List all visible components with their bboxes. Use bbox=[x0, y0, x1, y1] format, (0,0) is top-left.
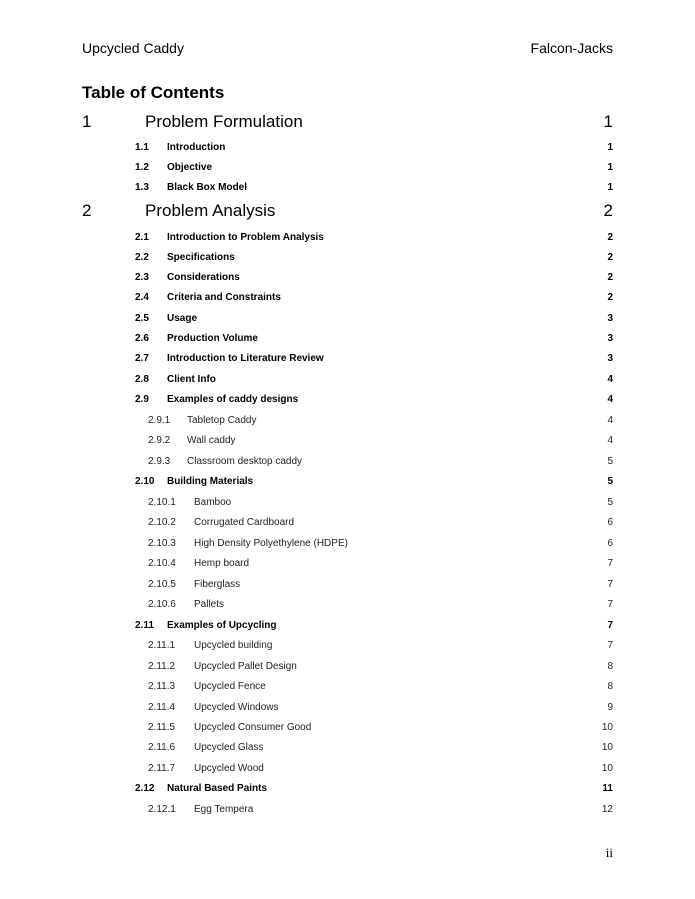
toc-entry-page: 10 bbox=[601, 722, 613, 733]
toc-entry-page: 7 bbox=[607, 579, 613, 590]
toc-entry[interactable] bbox=[82, 640, 613, 660]
toc-entry-number: 2.12 bbox=[135, 783, 167, 794]
toc-entry-page: 4 bbox=[607, 435, 613, 446]
toc-entry-number: 2.1 bbox=[135, 232, 167, 243]
toc-entry[interactable] bbox=[82, 112, 613, 138]
toc-entry-page: 7 bbox=[607, 558, 613, 569]
toc-entry[interactable] bbox=[82, 232, 613, 252]
toc-entry-number: 2.3 bbox=[135, 272, 167, 283]
toc-entry-number: 2.10.4 bbox=[148, 558, 194, 569]
toc-entry[interactable] bbox=[82, 435, 613, 455]
toc-entry[interactable] bbox=[82, 661, 613, 681]
toc-entry-page: 8 bbox=[607, 661, 613, 672]
toc-entry[interactable] bbox=[82, 182, 613, 202]
toc-entry[interactable] bbox=[82, 252, 613, 272]
toc-entry-label: Wall caddy bbox=[187, 435, 236, 446]
toc-entry-label: Specifications bbox=[167, 252, 235, 263]
toc-heading: Table of Contents bbox=[82, 83, 225, 102]
toc-entry-page: 9 bbox=[607, 702, 613, 713]
toc-entry-number: 2.10 bbox=[135, 476, 167, 487]
toc-entry-number: 2.9.3 bbox=[148, 456, 187, 467]
toc-entry-page: 7 bbox=[607, 599, 613, 610]
toc-entry[interactable] bbox=[82, 681, 613, 701]
toc-entry-label: Upcycled Consumer Good bbox=[194, 722, 312, 733]
toc-entry-label: Corrugated Cardboard bbox=[194, 517, 295, 528]
toc-entry-page: 3 bbox=[607, 333, 613, 344]
toc-entry-number: 2.10.5 bbox=[148, 579, 194, 590]
toc-entry[interactable] bbox=[82, 599, 613, 619]
toc-entry-page: 4 bbox=[607, 394, 613, 405]
toc-entry-label: Upcycled Wood bbox=[194, 763, 264, 774]
toc-entry-number: 2.7 bbox=[135, 353, 167, 364]
toc-entry[interactable] bbox=[82, 517, 613, 537]
toc-entry-page: 2 bbox=[607, 272, 613, 283]
toc-entry[interactable] bbox=[82, 722, 613, 742]
toc-entry-page: 7 bbox=[607, 620, 613, 631]
header-team: Falcon-Jacks bbox=[530, 40, 613, 56]
toc-entry-number: 2.9.1 bbox=[148, 415, 187, 426]
toc-entry-number: 2.5 bbox=[135, 313, 167, 324]
toc-entry-label: Upcycled Pallet Design bbox=[194, 661, 297, 672]
toc-entry-page: 5 bbox=[607, 497, 613, 508]
toc-entry[interactable] bbox=[82, 333, 613, 353]
toc-entry-page: 7 bbox=[607, 640, 613, 651]
toc-entry-number: 2.11.2 bbox=[148, 661, 194, 672]
toc-entry-label: Problem Analysis bbox=[145, 201, 276, 220]
toc-entry-number: 2.10.3 bbox=[148, 538, 194, 549]
toc-entry-label: Natural Based Paints bbox=[167, 783, 268, 794]
toc-entry-label: Production Volume bbox=[167, 333, 258, 344]
toc-entry-page: 2 bbox=[607, 252, 613, 263]
toc-entry-number: 2.11.3 bbox=[148, 681, 194, 692]
toc-entry[interactable] bbox=[82, 374, 613, 394]
toc-entry-number: 2.11.4 bbox=[148, 702, 194, 713]
toc-entry-page: 2 bbox=[607, 292, 613, 303]
toc-entry-label: Pallets bbox=[194, 599, 225, 610]
toc-entry-number: 1 bbox=[82, 112, 145, 132]
toc-entry[interactable] bbox=[82, 353, 613, 373]
toc-entry[interactable] bbox=[82, 456, 613, 476]
toc-entry-number: 2.10.6 bbox=[148, 599, 194, 610]
toc-entry-label: Tabletop Caddy bbox=[187, 415, 257, 426]
toc-entry-page: 11 bbox=[602, 783, 613, 794]
toc-entry-number: 2.6 bbox=[135, 333, 167, 344]
toc-entry-number: 2.11.1 bbox=[148, 640, 194, 651]
toc-entry-label: Criteria and Constraints bbox=[167, 292, 281, 303]
toc-entry-page: 1 bbox=[603, 112, 613, 131]
toc-entry-page: 12 bbox=[601, 804, 613, 815]
toc-entry-number: 2 bbox=[82, 201, 145, 221]
toc-entry-page: 1 bbox=[607, 142, 613, 153]
toc-entry-label: Introduction to Literature Review bbox=[167, 353, 324, 364]
toc-entry-number: 2.10.2 bbox=[148, 517, 194, 528]
toc-entry-number: 2.11.6 bbox=[148, 742, 194, 753]
toc-entry[interactable] bbox=[82, 313, 613, 333]
toc-entry-page: 5 bbox=[607, 476, 613, 487]
toc-entry-number: 1.2 bbox=[135, 162, 167, 173]
toc-entry-page: 10 bbox=[601, 742, 613, 753]
toc-entry-page: 6 bbox=[607, 517, 613, 528]
toc-entry[interactable] bbox=[82, 142, 613, 162]
toc-entry[interactable] bbox=[82, 558, 613, 578]
toc-entry-number: 2.2 bbox=[135, 252, 167, 263]
toc-entry[interactable] bbox=[82, 742, 613, 762]
toc-entry-label: Fiberglass bbox=[194, 579, 241, 590]
toc-entry[interactable] bbox=[82, 620, 613, 640]
toc-entry-page: 6 bbox=[607, 538, 613, 549]
toc-entry-label: Examples of caddy designs bbox=[167, 394, 299, 405]
toc-entry[interactable] bbox=[82, 394, 613, 414]
toc-entry-label: High Density Polyethylene (HDPE) bbox=[194, 538, 348, 549]
toc-entry-label: Egg Tempera bbox=[194, 804, 254, 815]
toc-entry-page: 5 bbox=[607, 456, 613, 467]
toc-entry-number: 2.4 bbox=[135, 292, 167, 303]
toc-entry-label: Black Box Model bbox=[167, 182, 248, 193]
toc-entry[interactable] bbox=[82, 201, 613, 227]
toc-entry-label: Usage bbox=[167, 313, 198, 324]
page-header bbox=[82, 40, 613, 56]
toc-entry[interactable] bbox=[82, 538, 613, 558]
toc-entry-number: 2.11.5 bbox=[148, 722, 194, 733]
toc-entry-page: 1 bbox=[607, 182, 613, 193]
header-title: Upcycled Caddy bbox=[82, 40, 184, 56]
toc-entry-label: Building Materials bbox=[167, 476, 254, 487]
toc-entry-page: 2 bbox=[603, 201, 613, 220]
toc-entry-label: Upcycled Glass bbox=[194, 742, 264, 753]
toc-entry[interactable] bbox=[82, 804, 613, 824]
toc-entry-number: 2.9 bbox=[135, 394, 167, 405]
toc-entry-label: Objective bbox=[167, 162, 213, 173]
toc-entry-number: 2.12.1 bbox=[148, 804, 194, 815]
toc-entry-label: Classroom desktop caddy bbox=[187, 456, 303, 467]
toc-entry-page: 8 bbox=[607, 681, 613, 692]
toc-entry[interactable] bbox=[82, 476, 613, 496]
toc-entry-page: 3 bbox=[607, 353, 613, 364]
toc-entry-number: 2.8 bbox=[135, 374, 167, 385]
toc-entry[interactable] bbox=[82, 415, 613, 435]
toc-entry-label: Hemp board bbox=[194, 558, 250, 569]
toc-entry-page: 4 bbox=[607, 415, 613, 426]
toc-entry-label: Introduction bbox=[167, 142, 226, 153]
toc-entry-label: Upcycled Windows bbox=[194, 702, 279, 713]
toc-entry[interactable] bbox=[82, 162, 613, 182]
toc-entry-page: 2 bbox=[607, 232, 613, 243]
toc-entry-number: 1.3 bbox=[135, 182, 167, 193]
toc-entry-label: Examples of Upcycling bbox=[167, 620, 277, 631]
toc-entry-page: 4 bbox=[607, 374, 613, 385]
toc-entry-label: Considerations bbox=[167, 272, 240, 283]
toc-entry-number: 2.11 bbox=[135, 620, 167, 631]
page-number: ii bbox=[605, 845, 613, 860]
toc-entry-label: Upcycled Fence bbox=[194, 681, 266, 692]
toc-entry[interactable] bbox=[82, 272, 613, 292]
toc-entry[interactable] bbox=[82, 783, 613, 803]
toc-entry-number: 2.11.7 bbox=[148, 763, 194, 774]
toc-entry-label: Client Info bbox=[167, 374, 216, 385]
toc-entry[interactable] bbox=[82, 702, 613, 722]
toc-entry[interactable] bbox=[82, 579, 613, 599]
toc-entry[interactable] bbox=[82, 292, 613, 312]
toc-entry-number: 2.10.1 bbox=[148, 497, 194, 508]
toc-entry-label: Upcycled building bbox=[194, 640, 273, 651]
toc-entry-page: 10 bbox=[601, 763, 613, 774]
toc-entry-label: Bamboo bbox=[194, 497, 232, 508]
toc-entry-number: 1.1 bbox=[135, 142, 167, 153]
toc-entry-label: Problem Formulation bbox=[145, 112, 303, 131]
toc-entry[interactable] bbox=[82, 497, 613, 517]
toc-entry-number: 2.9.2 bbox=[148, 435, 187, 446]
toc-entry-page: 3 bbox=[607, 313, 613, 324]
toc-entry-label: Introduction to Problem Analysis bbox=[167, 232, 324, 243]
toc-entry[interactable] bbox=[82, 763, 613, 783]
toc-entry-page: 1 bbox=[607, 162, 613, 173]
